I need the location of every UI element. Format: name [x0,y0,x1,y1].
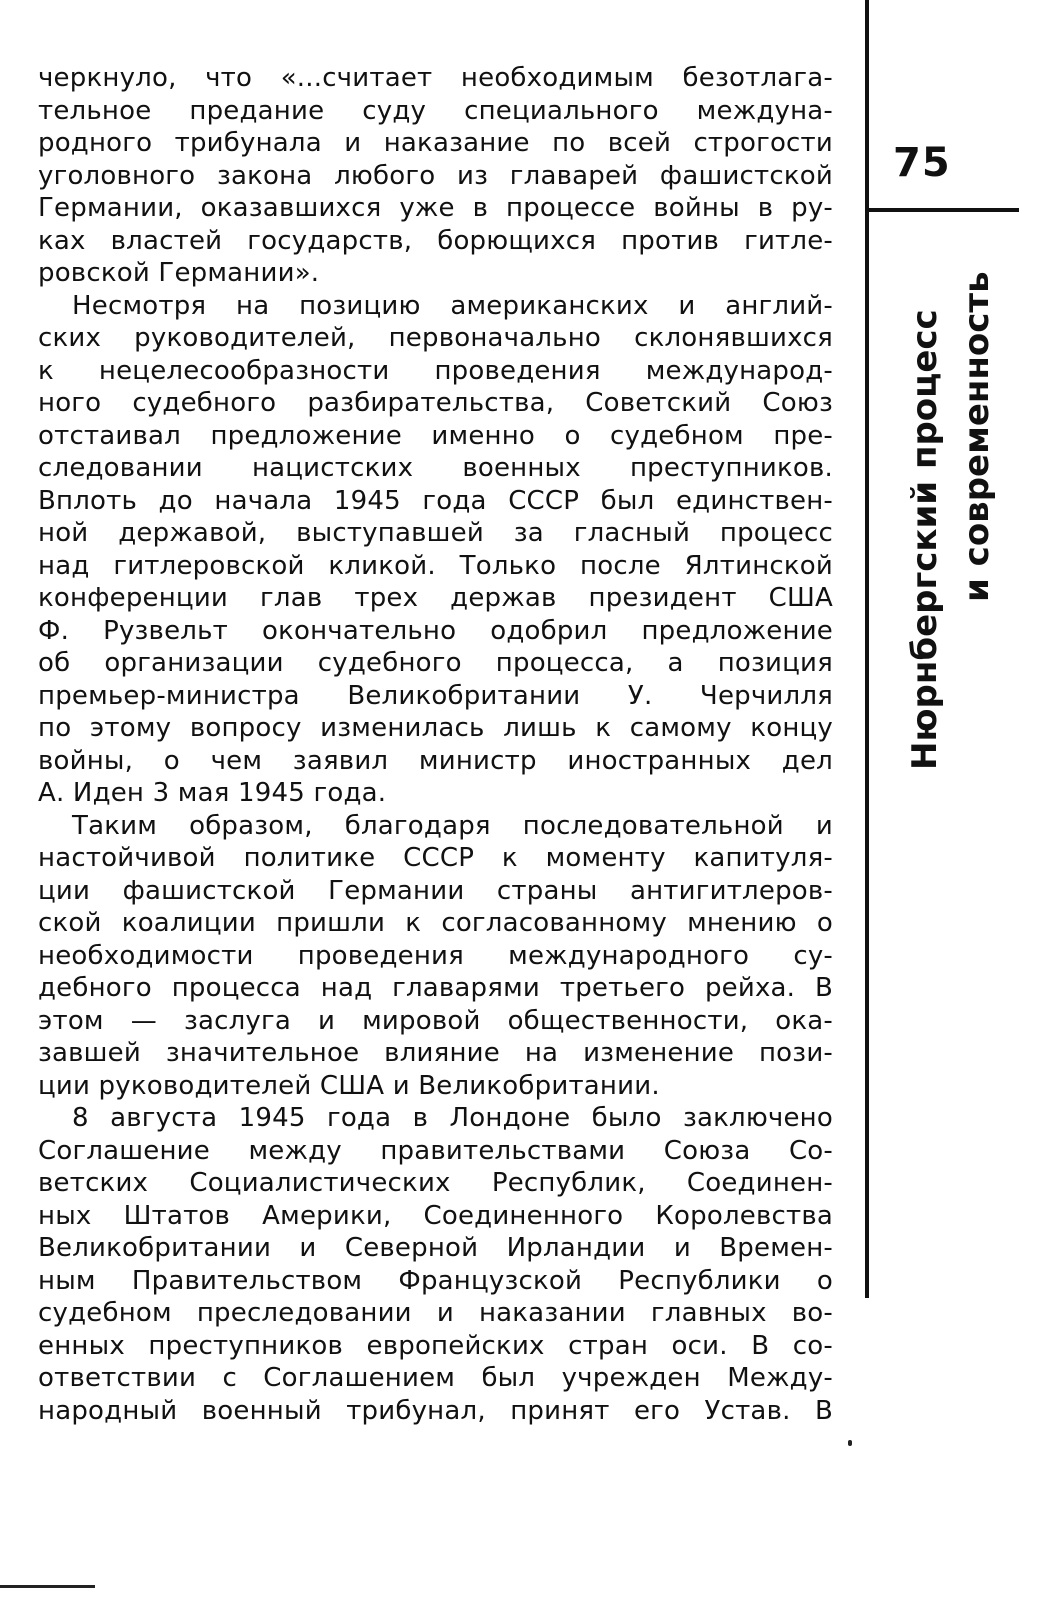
running-head [903,230,1015,770]
text-line: над гитлеровской кликой. Только после Ялтинской [38,550,833,581]
text-line: ских руководителей, первоначально склонявшихся [38,323,833,353]
text-line: Германии, оказавшихся уже в процессе войны в ру- [38,193,833,223]
running-head-line-1: Нюрнбергский процесс [905,309,945,770]
text-line: ответствии с Соглашением был учрежден Между- [38,1363,833,1393]
text-line: ветских Социалистических Республик, Соединен- [38,1168,833,1198]
text-line: тельное предание суду специального междуна- [38,95,833,126]
text-line: дебного процесса над главарями третьего рейха. В [38,973,833,1003]
text-line: премьер-министра Великобритании У. Черчилля [38,680,833,711]
text-line: ного судебного разбирательства, Советский Союз [38,388,833,418]
text-line: следовании нацистских военных преступников. [38,453,833,483]
text-line: отстаивал предложение именно о судебном пре- [38,420,833,451]
text-line: уголовного закона любого из главарей фашистской [38,160,833,191]
vertical-rule [865,0,869,1298]
text-line: народный военный трибунал, принят его Устав. В [38,1395,833,1426]
scan-smudge [0,1585,95,1588]
text-line: черкнуло, что «...считает необходимым безотлага- [38,63,833,93]
text-line: завшей значительное влияние на изменение пози- [38,1038,833,1068]
text-line: 8 августа 1945 года в Лондоне было заключено [72,1103,833,1133]
body-text [38,62,833,1427]
text-line: необходимости проведения международного су- [38,940,833,971]
text-line: А. Иден 3 мая 1945 года. [38,778,387,808]
text-line: судебном преследовании и наказании главных во- [38,1298,833,1328]
text-line: ных Штатов Америки, Соединенного Королевства [38,1200,833,1231]
text-line: конференции глав трех держав президент США [38,583,833,613]
text-line: Вплоть до начала 1945 года СССР был единствен- [38,485,833,516]
text-line: ции фашистской Германии страны антигитлеров- [38,875,833,906]
page-number: 75 [893,140,951,186]
scan-mark [848,1440,852,1446]
text-line: ной державой, выступавшей за гласный процесс [38,518,833,548]
text-line: по этому вопросу изменилась лишь к самому концу [38,713,833,743]
text-line: ках властей государств, борющихся против гитле- [38,225,833,256]
text-line: Ф. Рузвельт окончательно одобрил предложение [38,615,833,646]
text-line: Великобритании и Северной Ирландии и Времен- [38,1233,833,1263]
text-line: ровской Германии». [38,258,320,288]
horizontal-rule [869,208,1019,212]
text-line: ным Правительством Французской Республики о [38,1265,833,1296]
text-line: настойчивой политике СССР к моменту капитуля- [38,843,833,873]
text-line: Соглашение между правительствами Союза Со- [38,1135,833,1166]
text-line: об организации судебного процесса, а позиция [38,648,833,678]
text-line: енных преступников европейских стран оси. В со- [38,1330,833,1361]
text-line: этом — заслуга и мировой общественности, ока- [38,1005,833,1036]
text-line: ской коалиции пришли к согласованному мнению о [38,908,833,938]
text-line: ции руководителей США и Великобритании. [38,1070,660,1101]
text-line: родного трибунала и наказание по всей строгости [38,128,833,158]
text-line: Несмотря на позицию американских и англий- [72,290,833,321]
text-line: Таким образом, благодаря последовательной и [72,810,833,841]
text-line: к нецелесообразности проведения международ- [38,355,833,386]
running-head-line-2: и современность [957,271,997,602]
text-line: войны, о чем заявил министр иностранных дел [38,745,833,776]
